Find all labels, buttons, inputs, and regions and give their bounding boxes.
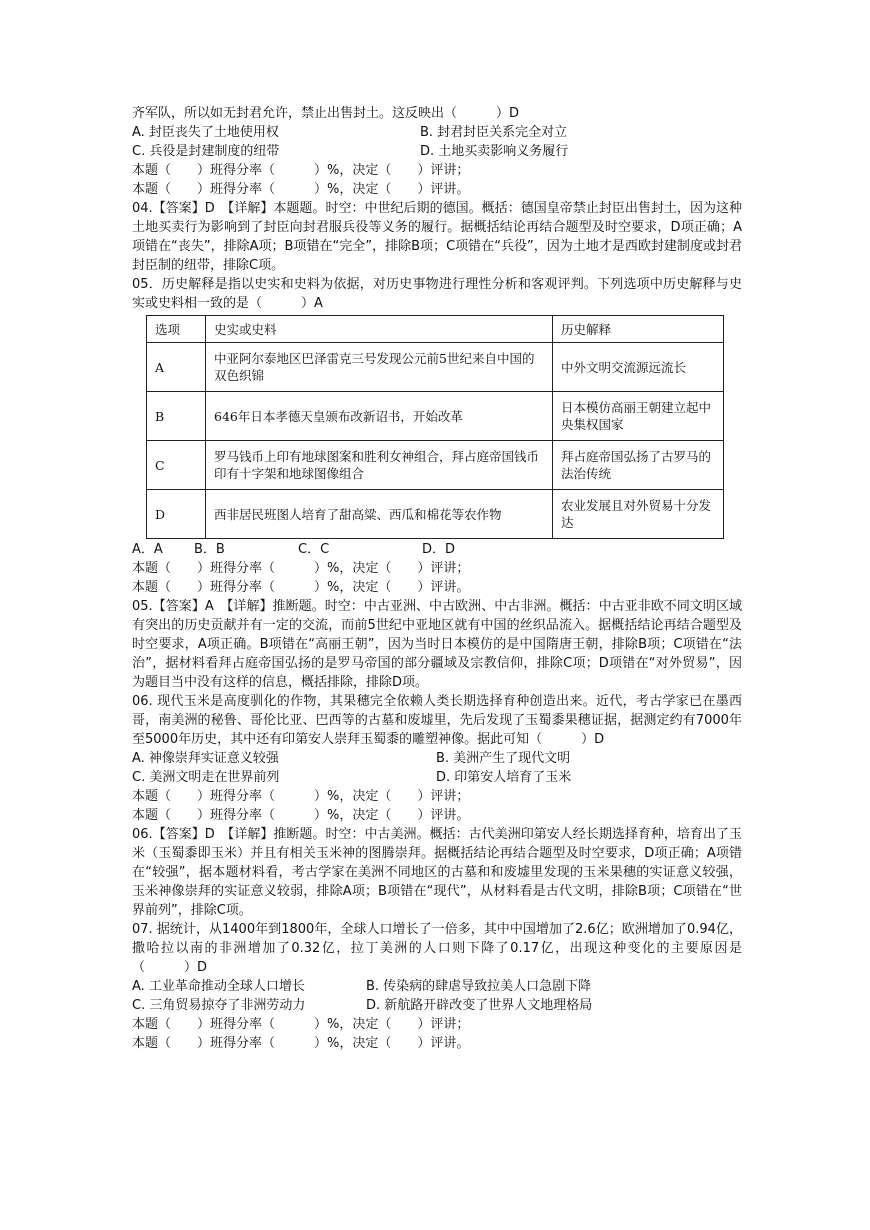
q05-options-row bbox=[132, 540, 742, 559]
a06-answer-explanation: 06.【答案】D 【详解】推断题。时空：中古美洲。概括：古代美洲印第安人经长期选择育种，培育出了玉米（玉蜀黍即玉米）并且有相关玉米神的图腾崇拜。据概括结论再结合题型及时空要求，D项正确；A项错在“较强”，据本题材料看，考古学家在美洲不同地区的古墓和和废墟里发现的玉米果穗的实证意义较强，玉米神像崇拜的实证意义较弱，排除A项；B项错在“现代”，从材料看是古代文明，排除B项；C项错在“世界前列”，排除C项。 bbox=[132, 827, 742, 918]
q05-row-d-option: D bbox=[147, 490, 206, 539]
q05-option-a: A．A bbox=[132, 542, 163, 557]
q03-review-line-1: 本题（ ）班得分率（ ）%，决定（ ）评讲； bbox=[132, 163, 470, 178]
q03-review-line-2: 本题（ ）班得分率（ ）%，决定（ ）评讲。 bbox=[132, 182, 470, 197]
q05-option-b: B．B bbox=[194, 542, 225, 557]
q07-review-line-1: 本题（ ）班得分率（ ）%，决定（ ）评讲； bbox=[132, 1017, 470, 1032]
q06-options-row-2 bbox=[132, 768, 742, 787]
a05-answer-explanation: 05.【答案】A 【详解】推断题。时空：中古亚洲、中古欧洲、中古非洲。概括：中古亚非欧不同文明区域有突出的历史贡献并有一定的交流，而前5世纪中亚地区就有中国的丝织品流入。据概括结论再结合题型及时空要求，A项正确。B项错在“高丽王朝”，因为当时日本模仿的是中国隋唐王朝，排除B项；C项错在“法治”，据材料看拜占庭帝国弘扬的是罗马帝国的部分疆域及宗教信仰，排除C项；D项错在“对外贸易”，因为题目当中没有这样的信息，概括排除，排除D项。 bbox=[132, 599, 742, 690]
q05-table-row bbox=[147, 441, 724, 490]
document-page bbox=[132, 104, 742, 1053]
q06-option-c: C. 美洲文明走在世界前列 bbox=[132, 770, 280, 785]
q06-options-row-1 bbox=[132, 749, 742, 768]
q06-option-b: B. 美洲产生了现代文明 bbox=[436, 751, 571, 766]
q05-table-header-row bbox=[147, 316, 724, 343]
q05-row-c-fact: 罗马钱币上印有地球图案和胜利女神组合，拜占庭帝国钱币印有十字架和地球图像组合 bbox=[206, 441, 553, 490]
q05-table-row bbox=[147, 343, 724, 392]
q05-table-row bbox=[147, 392, 724, 441]
q06-option-d: D. 印第安人培育了玉米 bbox=[436, 770, 572, 785]
q05-option-c: C．C bbox=[298, 542, 330, 557]
q03-option-a: A. 封臣丧失了土地使用权 bbox=[132, 125, 279, 140]
q05-stem: 05．历史解释是指以史实和史料为依据，对历史事物进行理性分析和客观评判。下列选项中历史解释与史实或史料相一致的是（ ）A bbox=[132, 277, 742, 311]
q05-header-fact: 史实或史料 bbox=[206, 316, 553, 343]
q05-row-c-explanation: 拜占庭帝国弘扬了古罗马的法治传统 bbox=[553, 441, 724, 490]
q05-review-line-2: 本题（ ）班得分率（ ）%，决定（ ）评讲。 bbox=[132, 580, 470, 595]
q07-options-row-1 bbox=[132, 977, 742, 996]
q05-row-b-explanation: 日本模仿高丽王朝建立起中央集权国家 bbox=[553, 392, 724, 441]
q07-option-c: C. 三角贸易掠夺了非洲劳动力 bbox=[132, 998, 306, 1013]
q03-option-b: B. 封君封臣关系完全对立 bbox=[420, 125, 568, 140]
q06-option-a: A. 神像崇拜实证意义较强 bbox=[132, 751, 279, 766]
q06-review-line-2: 本题（ ）班得分率（ ）%，决定（ ）评讲。 bbox=[132, 808, 470, 823]
q05-row-a-option: A bbox=[147, 343, 206, 392]
q05-row-a-explanation: 中外文明交流源远流长 bbox=[553, 343, 724, 392]
q05-table-row bbox=[147, 490, 724, 539]
q07-option-a: A. 工业革命推动全球人口增长 bbox=[132, 979, 305, 994]
q03-options-row-1 bbox=[132, 123, 742, 142]
q07-review-line-2: 本题（ ）班得分率（ ）%，决定（ ）评讲。 bbox=[132, 1036, 470, 1051]
q05-review-line-1: 本题（ ）班得分率（ ）%，决定（ ）评讲； bbox=[132, 561, 470, 576]
q03-stem-continuation: 齐军队，所以如无封君允许，禁止出售封土。这反映出（ ）D bbox=[132, 106, 520, 121]
q05-row-a-fact: 中亚阿尔泰地区巴泽雷克三号发现公元前5世纪来自中国的双色织锦 bbox=[206, 343, 553, 392]
q07-option-b: B. 传染病的肆虐导致拉美人口急剧下降 bbox=[366, 979, 592, 994]
a04-answer-explanation: 04.【答案】D 【详解】本题题。时空：中世纪后期的德国。概括：德国皇帝禁止封臣出售封土，因为这种土地买卖行为影响到了封臣向封君服兵役等义务的履行。据概括结论再结合题型及时空要求，D项正确；A项错在“丧失”，排除A项；B项错在“完全”，排除B项；C项错在“兵役”，因为土地才是西欧封建制度或封君封臣制的纽带，排除C项。 bbox=[132, 201, 742, 273]
q06-stem: 06. 现代玉米是高度驯化的作物，其果穗完全依赖人类长期选择育种创造出来。近代，考古学家已在墨西哥，南美洲的秘鲁、哥伦比亚、巴西等的古墓和废墟里，先后发现了玉蜀黍果穗证据，据测定约有7000年至5000年历史，其中还有印第安人崇拜玉蜀黍的雕塑神像。据此可知（ ）D bbox=[132, 694, 742, 747]
q05-row-d-fact: 西非居民班图人培育了甜高粱、西瓜和棉花等农作物 bbox=[206, 490, 553, 539]
q05-row-d-explanation: 农业发展且对外贸易十分发达 bbox=[553, 490, 724, 539]
q05-table bbox=[146, 315, 724, 539]
q06-review-line-1: 本题（ ）班得分率（ ）%，决定（ ）评讲； bbox=[132, 789, 470, 804]
q03-options-row-2 bbox=[132, 142, 742, 161]
q03-option-d: D. 土地买卖影响义务履行 bbox=[420, 144, 569, 159]
q05-header-option: 选项 bbox=[147, 316, 206, 343]
q05-option-d: D．D bbox=[422, 542, 456, 557]
q03-option-c: C. 兵役是封建制度的纽带 bbox=[132, 144, 280, 159]
q07-option-d: D. 新航路开辟改变了世界人文地理格局 bbox=[366, 998, 593, 1013]
q05-header-explanation: 历史解释 bbox=[553, 316, 724, 343]
q07-options-row-2 bbox=[132, 996, 742, 1015]
q05-row-b-option: B bbox=[147, 392, 206, 441]
q07-stem: 07. 据统计，从1400年到1800年，全球人口增长了一倍多，其中中国增加了2.6亿；欧洲增加了0.94亿，撒哈拉以南的非洲增加了0.32亿，拉丁美洲的人口则下降了0.17亿，出现这种变化的主要原因是（ ）D bbox=[132, 922, 742, 975]
q05-row-c-option: C bbox=[147, 441, 206, 490]
q05-row-b-fact: 646年日本孝德天皇颁布改新诏书，开始改革 bbox=[206, 392, 553, 441]
